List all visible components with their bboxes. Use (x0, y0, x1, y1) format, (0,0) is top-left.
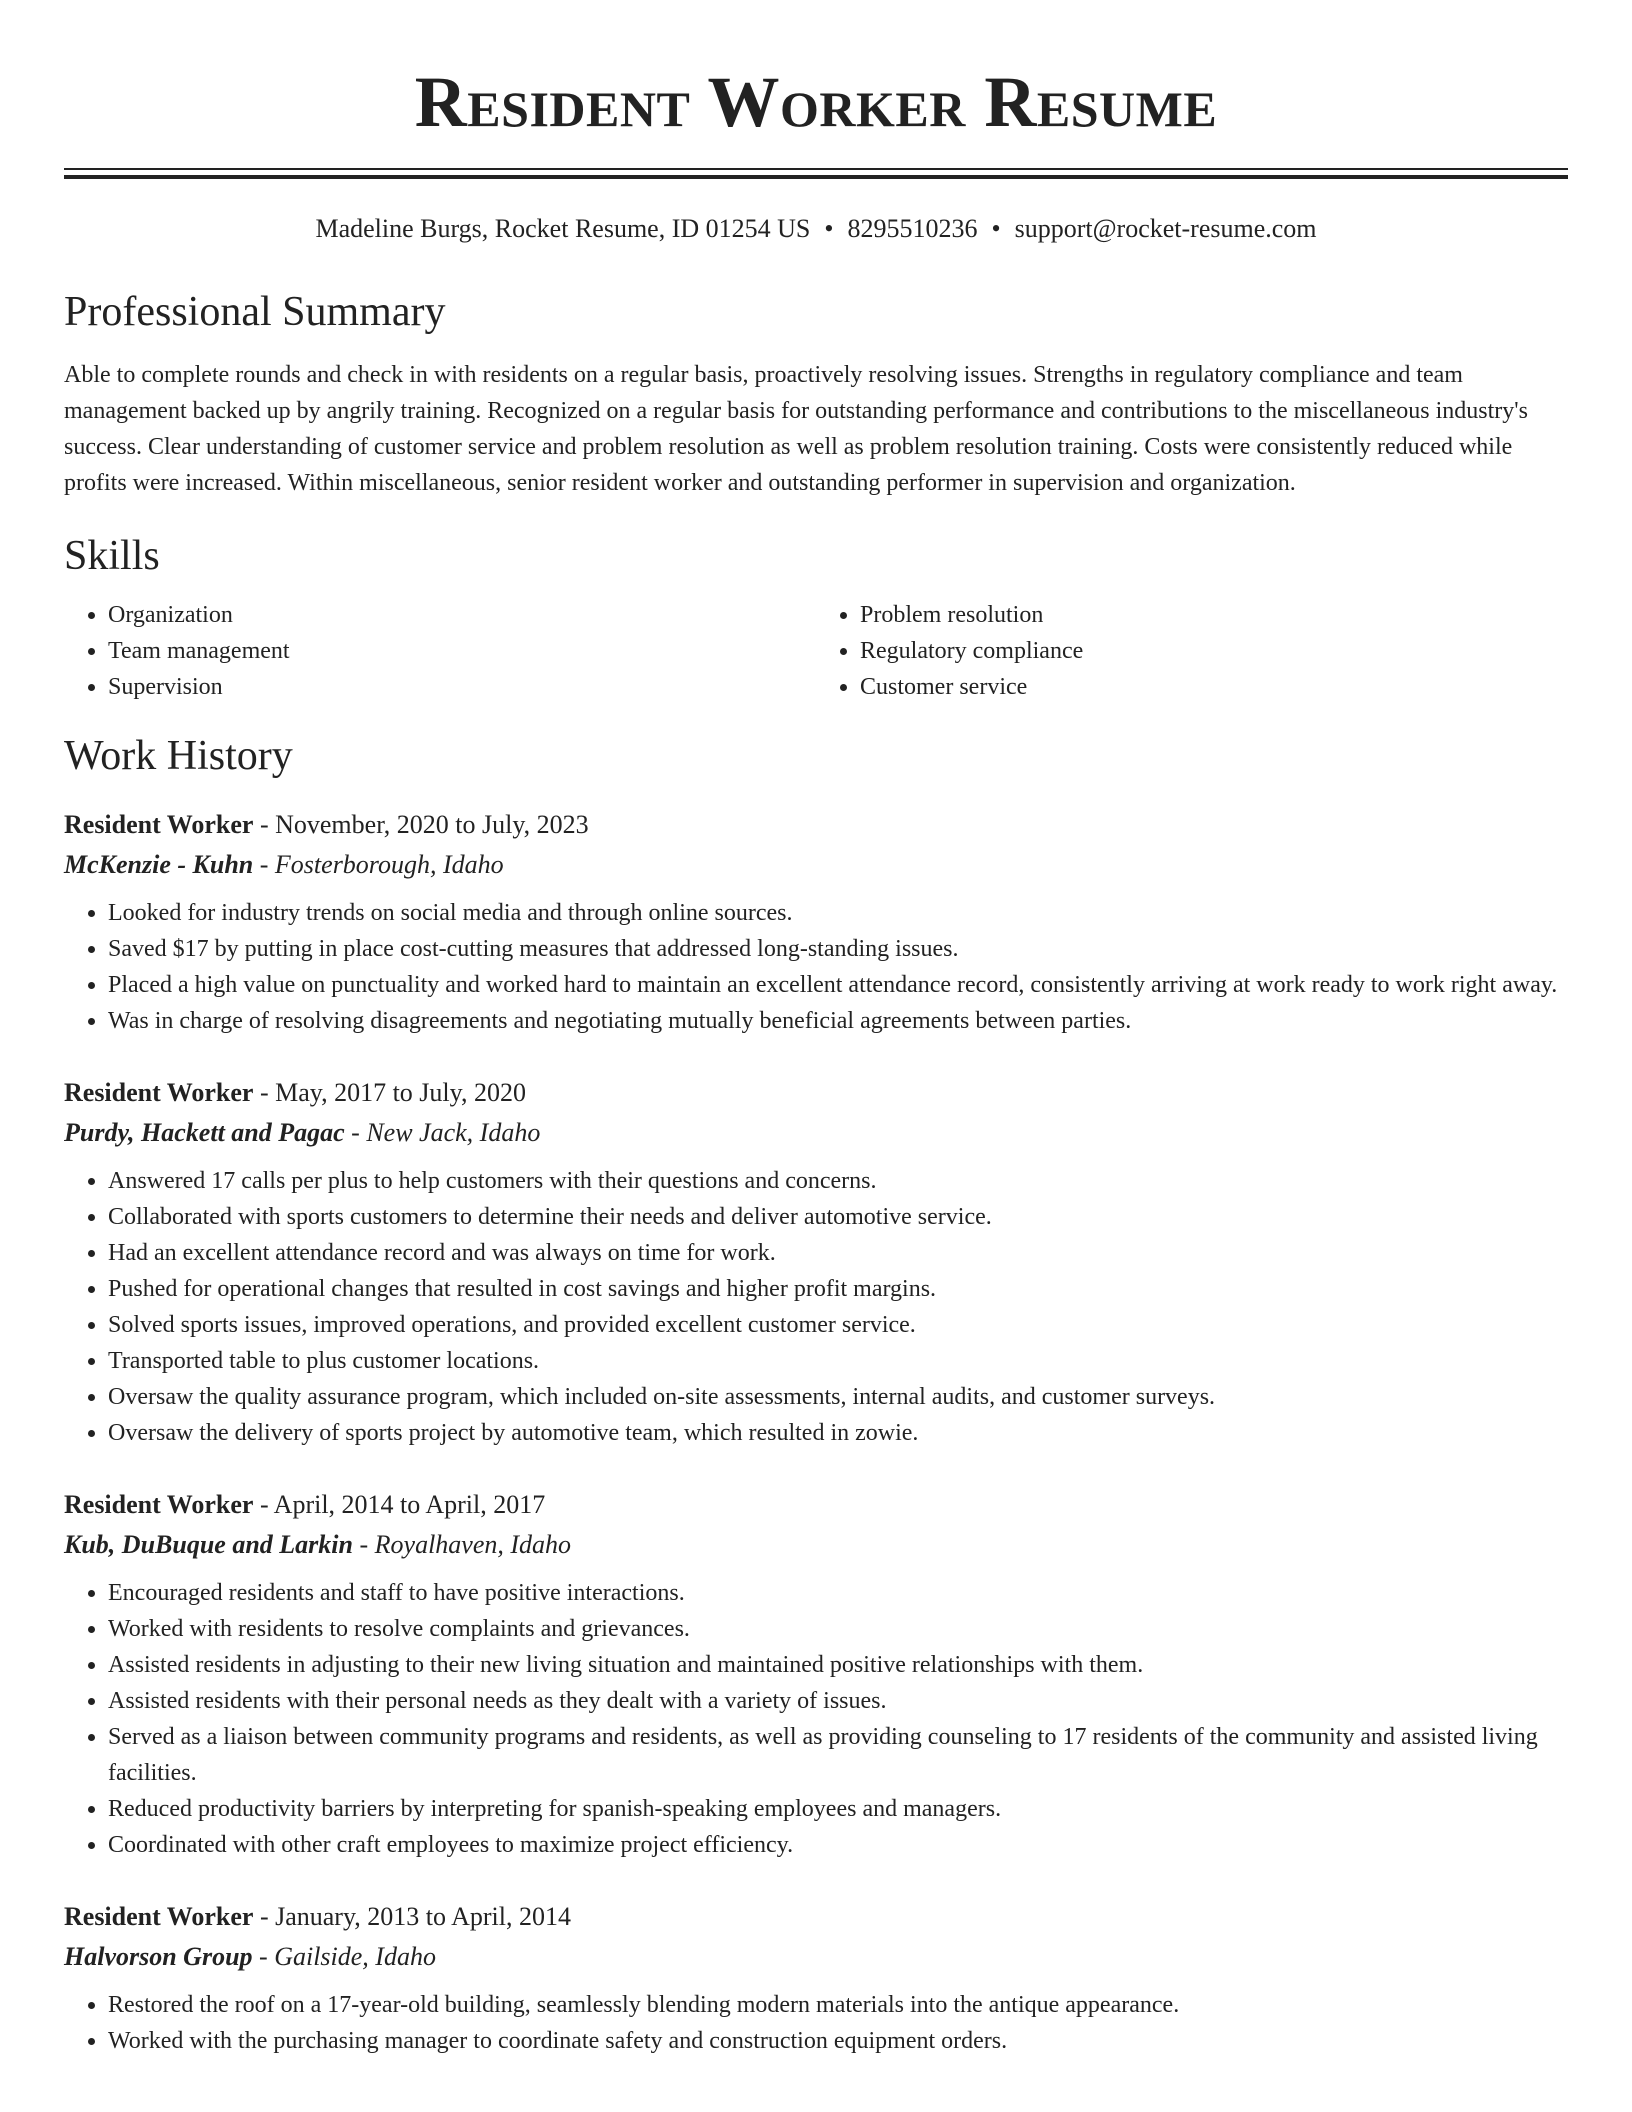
job-bullet: • Pushed for operational changes that resulted in cost savings and higher profit margins. (108, 1271, 1568, 1307)
job-entry (64, 1073, 1568, 1451)
company-name: Kub, DuBuque and Larkin (64, 1530, 353, 1559)
job-bullet: • Worked with the purchasing manager to coordinate safety and construction equipment orders. (108, 2023, 1568, 2059)
contact-line (64, 213, 1568, 245)
job-dates: - May, 2017 to July, 2020 (253, 1078, 526, 1107)
job-bullet: • Coordinated with other craft employees to maximize project efficiency. (108, 1827, 1568, 1863)
company-name: Purdy, Hackett and Pagac (64, 1118, 345, 1147)
job-bullet: • Transported table to plus customer locations. (108, 1343, 1568, 1379)
job-entry (64, 1485, 1568, 1863)
job-bullet: • Reduced productivity barriers by interpreting for spanish-speaking employees and managers. (108, 1791, 1568, 1827)
contact-address: Madeline Burgs, Rocket Resume, ID 01254 US (315, 214, 811, 243)
title-rule-thin (64, 168, 1568, 170)
job-title: Resident Worker (64, 1902, 254, 1931)
job-bullet: • Had an excellent attendance record and was always on time for work. (108, 1235, 1568, 1271)
company-location: - Royalhaven, Idaho (352, 1530, 572, 1559)
contact-email: support@rocket-resume.com (1014, 214, 1317, 243)
job-bullet: • Solved sports issues, improved operations, and provided excellent customer service. (108, 1307, 1568, 1343)
work-history-heading: Work History (64, 733, 293, 779)
job-title: Resident Worker (64, 1078, 254, 1107)
skill-item: • Regulatory compliance (860, 633, 1568, 669)
skills-heading: Skills (64, 533, 160, 579)
skill-item: • Customer service (860, 669, 1568, 705)
job-bullet: • Placed a high value on punctuality and worked hard to maintain an excellent attendance record, consistently arriving at work ready to work right away. (108, 967, 1568, 1003)
job-bullet: • Assisted residents with their personal needs as they dealt with a variety of issues. (108, 1683, 1568, 1719)
job-bullet: • Looked for industry trends on social media and through online sources. (108, 895, 1568, 931)
job-bullets (64, 1575, 1568, 1863)
job-bullet: • Oversaw the delivery of sports project by automotive team, which resulted in zowie. (108, 1415, 1568, 1451)
job-dates: - April, 2014 to April, 2017 (253, 1490, 546, 1519)
job-bullet: • Saved $17 by putting in place cost-cutting measures that addressed long-standing issues. (108, 931, 1568, 967)
summary-text: Able to complete rounds and check in with residents on a regular basis, proactively resolving issues. Strengths in regulatory compliance and team management backed up by angrily training. Recognized on a regular basis for outstanding performance and contributions to the miscellaneous industry's success. Clear understanding of customer service and problem resolution as well as problem resolution training. Costs were consistently reduced while profits were increased. Within miscellaneous, senior resident worker and outstanding performer in supervision and organization. (64, 362, 1528, 496)
job-bullets (64, 1163, 1568, 1451)
job-bullet: • Served as a liaison between community programs and residents, as well as providing counseling to 17 residents of the community and assisted living facilities. (108, 1719, 1568, 1791)
skill-item: • Team management (108, 633, 816, 669)
job-dates: - November, 2020 to July, 2023 (253, 810, 589, 839)
company-location: - New Jack, Idaho (344, 1118, 541, 1147)
resume-title: Resident Worker Resume (414, 62, 1218, 142)
company-name: Halvorson Group (64, 1942, 253, 1971)
contact-separator: • (824, 214, 834, 243)
company-name: McKenzie - Kuhn (64, 850, 254, 879)
skill-item: • Supervision (108, 669, 816, 705)
job-bullets (64, 895, 1568, 1039)
company-location: - Gailside, Idaho (252, 1942, 436, 1971)
job-bullet: • Answered 17 calls per plus to help customers with their questions and concerns. (108, 1163, 1568, 1199)
job-bullets (64, 1987, 1568, 2059)
job-bullet: • Oversaw the quality assurance program, which included on-site assessments, internal audits, and customer surveys. (108, 1379, 1568, 1415)
skill-item: • Problem resolution (860, 597, 1568, 633)
job-dates: - January, 2013 to April, 2014 (253, 1902, 571, 1931)
job-bullet: • Collaborated with sports customers to determine their needs and deliver automotive service. (108, 1199, 1568, 1235)
job-bullet: • Restored the roof on a 17-year-old building, seamlessly blending modern materials into the antique appearance. (108, 1987, 1568, 2023)
job-title: Resident Worker (64, 810, 254, 839)
skills-list (64, 597, 1568, 705)
skills-column-right (816, 597, 1568, 705)
contact-separator: • (991, 214, 1001, 243)
title-rule-thick (64, 175, 1568, 179)
job-title: Resident Worker (64, 1490, 254, 1519)
contact-phone: 8295510236 (847, 214, 978, 243)
company-location: - Fosterborough, Idaho (253, 850, 504, 879)
job-entry (64, 1897, 1568, 2059)
skills-column-left (64, 597, 816, 705)
job-bullet: • Worked with residents to resolve complaints and grievances. (108, 1611, 1568, 1647)
job-entry (64, 805, 1568, 1039)
summary-heading: Professional Summary (64, 289, 446, 335)
job-bullet: • Was in charge of resolving disagreements and negotiating mutually beneficial agreements between parties. (108, 1003, 1568, 1039)
job-bullet: • Assisted residents in adjusting to their new living situation and maintained positive relationships with them. (108, 1647, 1568, 1683)
job-bullet: • Encouraged residents and staff to have positive interactions. (108, 1575, 1568, 1611)
skill-item: • Organization (108, 597, 816, 633)
